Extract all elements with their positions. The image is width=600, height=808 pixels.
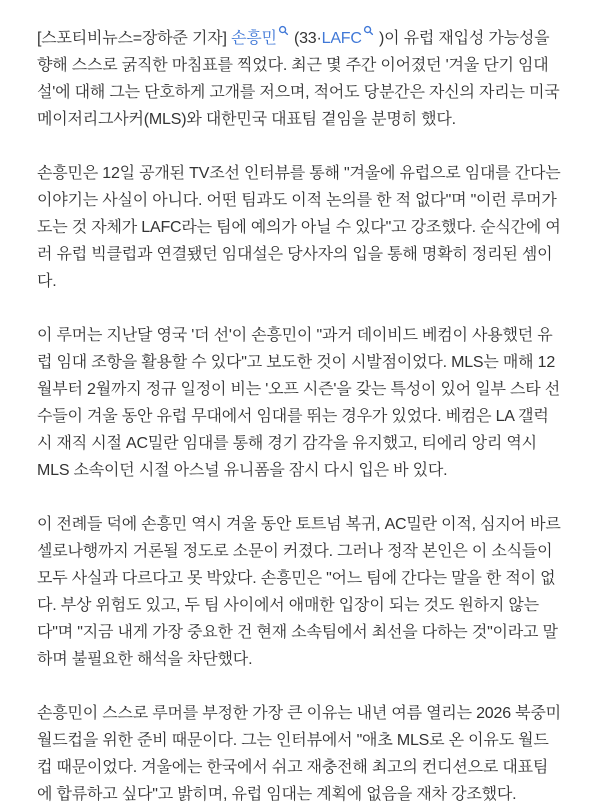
article-paragraph	[37, 511, 563, 673]
paragraph-text: [스포티비뉴스=장하준 기자]	[37, 30, 231, 47]
article-paragraph	[37, 322, 563, 484]
entity-link[interactable]: 손흥민	[230, 30, 277, 47]
paragraph-text: 손흥민이 스스로 루머를 부정한 가장 큰 이유는 내년 여름 열리는 2026 북중미 월드컵을 위한 준비 때문이다. 그는 인터뷰에서 "애초 MLS로 온 이유도 월드컵 때문이었다. 겨울에는 한국에서 쉬고 재충전해 최고의 컨디션으로 대표팀에 합류하고 싶다"고 밝히며, 유럽 임대는 계획에 없음을 재차 강조했다.	[37, 705, 561, 803]
entity-link[interactable]: LAFC	[321, 30, 362, 47]
paragraph-text: )이 유럽 재입성 가능성을 향해 스스로 굵직한 마침표를 찍었다. 최근 몇 주간 이어졌던 '겨울 단기 임대설'에 대해 그는 단호하게 고개를 저으며, 적어도 당분간은 자신의 자리는 미국 메이저리그사커(MLS)와 대한민국 대표팀 곁임을 분명히 했다.	[37, 30, 560, 128]
paragraph-text: 손흥민은 12일 공개된 TV조선 인터뷰를 통해 "겨울에 유럽으로 임대를 간다는 이야기는 사실이 아니다. 어떤 팀과도 이적 논의를 한 적 없다"며 "이런 루머가 도는 것 자체가 LAFC라는 팀에 예의가 아닐 수 있다"고 강조했다. 순식간에 여러 유럽 빅클럽과 연결됐던 임대설은 당사자의 입을 통해 명확히 정리된 셈이다.	[37, 165, 561, 290]
search-icon[interactable]	[363, 25, 374, 36]
article-paragraph	[37, 25, 563, 133]
article-paragraph	[37, 160, 563, 295]
paragraph-text: 이 전례들 덕에 손흥민 역시 겨울 동안 토트넘 복귀, AC밀란 이적, 심지어 바르셀로나행까지 거론될 정도로 소문이 커졌다. 그러나 정작 본인은 이 소식들이 모두 사실과 다르다고 못 박았다. 손흥민은 "어느 팀에 간다는 말을 한 적이 없다. 부상 위험도 있고, 두 팀 사이에서 애매한 입장이 되는 것도 원하지 않는다"며 "지금 내게 가장 중요한 건 현재 소속팀에서 최선을 다하는 것"이라고 말하며 불필요한 해석을 차단했다.	[37, 516, 561, 668]
search-icon[interactable]	[278, 25, 289, 36]
paragraph-text: 이 루머는 지난달 영국 '더 선'이 손흥민이 "과거 데이비드 베컴이 사용했던 유럽 임대 조항을 활용할 수 있다"고 보도한 것이 시발점이었다. MLS는 매해 12월부터 2월까지 정규 일정이 비는 '오프 시즌'을 갖는 특성이 있어 일부 스타 선수들이 겨울 동안 유럽 무대에서 임대를 뛰는 경우가 있었다. 베컴은 LA 갤럭시 재직 시절 AC밀란 임대를 통해 경기 감각을 유지했고, 티에리 앙리 역시 MLS 소속이던 시절 아스널 유니폼을 잠시 다시 입은 바 있다.	[37, 327, 561, 479]
article-paragraph	[37, 700, 563, 808]
paragraph-text: (33·	[289, 30, 322, 47]
